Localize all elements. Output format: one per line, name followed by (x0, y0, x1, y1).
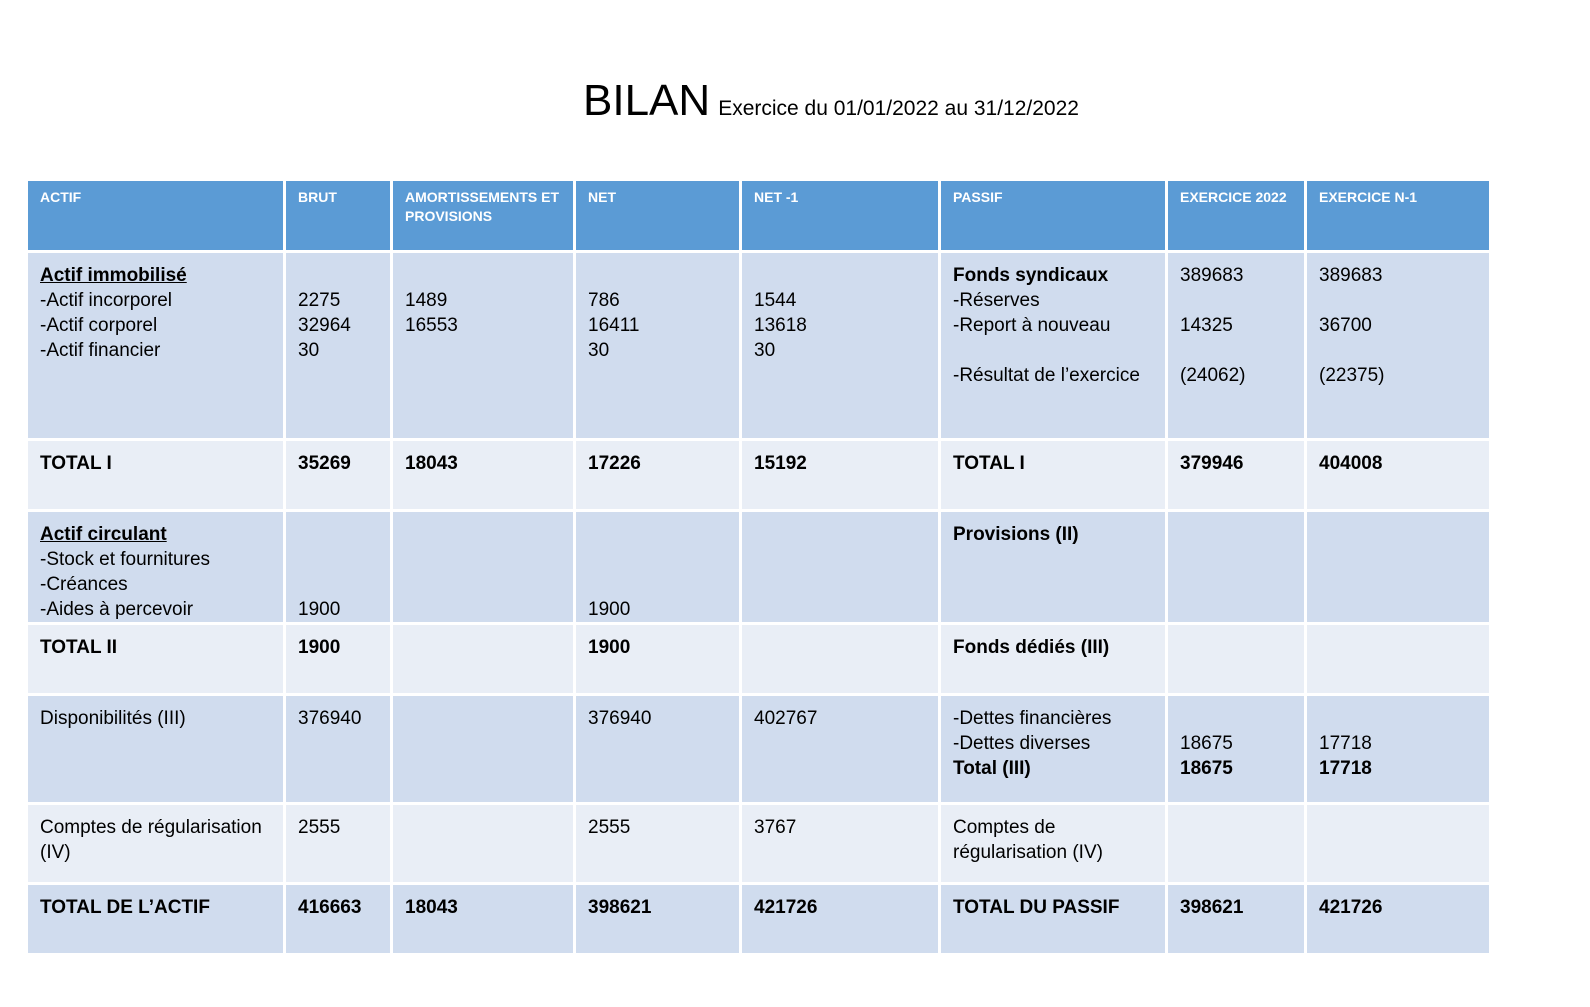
section-title: Actif circulant (40, 524, 167, 545)
header-exercice-n-1: EXERCICE N-1 (1306, 180, 1491, 252)
row-disponibilites (27, 695, 1491, 804)
cell-exercice-2022 (1167, 804, 1306, 884)
cell-net-1 (741, 624, 940, 695)
value: 30 (754, 340, 776, 361)
cell-net (575, 252, 741, 440)
item-label: -Dettes financières (953, 708, 1112, 729)
value: 32964 (298, 315, 351, 336)
row-total-2 (27, 624, 1491, 695)
cell-exercice-n-1 (1306, 252, 1491, 440)
cell-exercice-n-1 (1306, 511, 1491, 624)
cell-actif-circulant (27, 511, 285, 624)
cell-net: 376940 (575, 695, 741, 804)
total-net-1: 15192 (741, 440, 940, 511)
cell-amortissements (392, 695, 575, 804)
cell-brut (285, 252, 392, 440)
header-amortissements: AMORTISSEMENTS ET PROVISIONS (392, 180, 575, 252)
value: 14325 (1180, 315, 1233, 336)
value: 389683 (1319, 265, 1383, 286)
cell-actif-immobilise (27, 252, 285, 440)
value: 13618 (754, 315, 807, 336)
cell-exercice-2022 (1167, 695, 1306, 804)
total-brut: 1900 (285, 624, 392, 695)
value-total: 17718 (1319, 758, 1372, 779)
row-actif-immobilise (27, 252, 1491, 440)
value: 18675 (1180, 733, 1233, 754)
cell-brut: 2555 (285, 804, 392, 884)
total-amort: 18043 (392, 440, 575, 511)
total-amort: 18043 (392, 884, 575, 955)
cell-exercice-2022 (1167, 511, 1306, 624)
item-label: -Stock et fournitures (40, 549, 211, 570)
total-net: 1900 (575, 624, 741, 695)
cell-net-1: 3767 (741, 804, 940, 884)
value: 1489 (405, 290, 448, 311)
total-exercice-n-1: 404008 (1306, 440, 1491, 511)
item-label: -Actif incorporel (40, 290, 172, 311)
header-passif: PASSIF (940, 180, 1167, 252)
cell-exercice-n-1 (1306, 695, 1491, 804)
value: 2275 (298, 290, 341, 311)
cell-net-1 (741, 511, 940, 624)
value: (22375) (1319, 365, 1385, 386)
item-label: -Dettes diverses (953, 733, 1091, 754)
cell-brut (285, 511, 392, 624)
header-row (27, 180, 1491, 252)
total-brut: 35269 (285, 440, 392, 511)
row-actif-circulant (27, 511, 1491, 624)
cell-exercice-2022 (1167, 252, 1306, 440)
header-net: NET (575, 180, 741, 252)
header-exercice-2022: EXERCICE 2022 (1167, 180, 1306, 252)
total-label: TOTAL II (27, 624, 285, 695)
title-subtitle: Exercice du 01/01/2022 au 31/12/2022 (718, 97, 1079, 120)
cell-amortissements (392, 624, 575, 695)
section-title: Fonds syndicaux (953, 265, 1109, 286)
value: 30 (298, 340, 320, 361)
item-label: -Résultat de l’exercice (953, 365, 1140, 386)
item-label: -Réserves (953, 290, 1040, 311)
value: 16411 (588, 315, 640, 336)
total-passif-label: TOTAL I (940, 440, 1167, 511)
cell-brut: 376940 (285, 695, 392, 804)
value: 1900 (298, 599, 341, 620)
cell-regularisation: Comptes de régularisation (IV) (27, 804, 285, 884)
value: 36700 (1319, 315, 1372, 336)
total-net: 17226 (575, 440, 741, 511)
item-label: -Actif financier (40, 340, 161, 361)
cell-net (575, 511, 741, 624)
section-title: Actif immobilisé (40, 265, 187, 286)
total-net-1: 421726 (741, 884, 940, 955)
value: 786 (588, 290, 620, 311)
total-passif-label: TOTAL DU PASSIF (940, 884, 1167, 955)
cell-net: 2555 (575, 804, 741, 884)
total-brut: 416663 (285, 884, 392, 955)
cell-exercice-2022 (1167, 624, 1306, 695)
row-totals (27, 884, 1491, 955)
page-title (0, 76, 1590, 126)
cell-amortissements (392, 804, 575, 884)
balance-sheet-table (25, 178, 1492, 956)
value-total: 18675 (1180, 758, 1233, 779)
cell-net-1 (741, 252, 940, 440)
value: 16553 (405, 315, 458, 336)
total-exercice-n-1: 421726 (1306, 884, 1491, 955)
total-label: TOTAL I (27, 440, 285, 511)
value: 17718 (1319, 733, 1372, 754)
cell-disponibilites: Disponibilités (III) (27, 695, 285, 804)
item-label: -Report à nouveau (953, 315, 1111, 336)
cell-dettes (940, 695, 1167, 804)
row-total-1 (27, 440, 1491, 511)
header-actif: ACTIF (27, 180, 285, 252)
value: 389683 (1180, 265, 1244, 286)
cell-provisions: Provisions (II) (940, 511, 1167, 624)
cell-fonds-dedies: Fonds dédiés (III) (940, 624, 1167, 695)
cell-exercice-n-1 (1306, 804, 1491, 884)
value: (24062) (1180, 365, 1246, 386)
total-exercice-2022: 398621 (1167, 884, 1306, 955)
title-main: BILAN (583, 76, 711, 125)
value: 1544 (754, 290, 797, 311)
value: 1900 (588, 599, 631, 620)
cell-amortissements (392, 252, 575, 440)
cell-passif-fonds-syndicaux (940, 252, 1167, 440)
item-label: -Créances (40, 574, 128, 595)
cell-passif-regularisation: Comptes de régularisation (IV) (940, 804, 1167, 884)
item-label: -Aides à percevoir (40, 599, 194, 620)
header-brut: BRUT (285, 180, 392, 252)
value: 30 (588, 340, 610, 361)
cell-exercice-n-1 (1306, 624, 1491, 695)
cell-net-1: 402767 (741, 695, 940, 804)
total-actif-label: TOTAL DE L’ACTIF (27, 884, 285, 955)
cell-amortissements (392, 511, 575, 624)
header-net-1: NET -1 (741, 180, 940, 252)
item-label: -Actif corporel (40, 315, 158, 336)
total-exercice-2022: 379946 (1167, 440, 1306, 511)
total-label: Total (III) (953, 758, 1031, 779)
row-regularisation (27, 804, 1491, 884)
total-net: 398621 (575, 884, 741, 955)
